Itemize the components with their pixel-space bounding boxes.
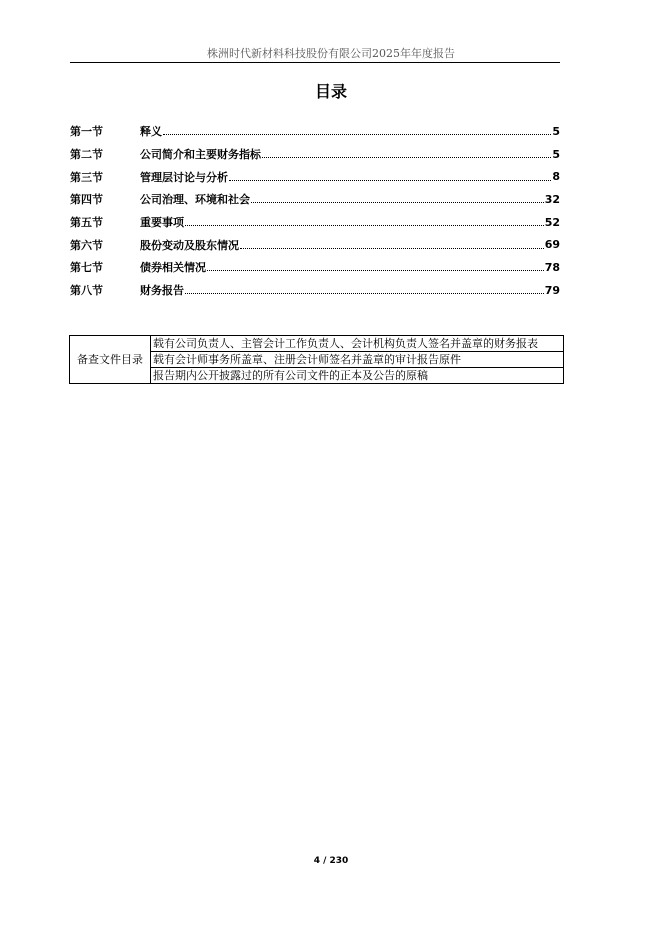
toc-entry-8[interactable] [70, 279, 560, 302]
report-header-title: 株洲时代新材料科技股份有限公司2025年年度报告 [207, 47, 455, 60]
toc-page-number: 5 [552, 124, 560, 138]
header-divider [70, 62, 560, 63]
toc-entry-4[interactable] [70, 188, 560, 211]
toc-leader-dots [207, 259, 544, 271]
toc-entry-5[interactable] [70, 211, 560, 234]
toc-page-number: 69 [544, 238, 560, 252]
toc-leader-dots [262, 146, 551, 158]
toc-section-title: 债券相关情况 [140, 261, 206, 275]
reference-doc-item: 载有公司负责人、主管会计工作负责人、会计机构负责人签名并盖章的财务报表 [151, 336, 564, 352]
page-number-indicator: 4 / 230 [313, 856, 349, 866]
toc-section-number: 第七节 [70, 261, 103, 275]
toc-leader-dots [251, 191, 544, 203]
toc-section-title: 股份变动及股东情况 [140, 238, 239, 252]
toc-page-number: 32 [544, 192, 560, 206]
toc-section-title: 财务报告 [140, 284, 184, 298]
reference-doc-item: 报告期内公开披露过的所有公司文件的正本及公告的原稿 [151, 368, 564, 384]
toc-leader-dots [240, 237, 544, 249]
toc-section-number: 第六节 [70, 238, 103, 252]
toc-entry-6[interactable] [70, 233, 560, 256]
toc-page-number: 52 [544, 215, 560, 229]
toc-leader-dots [229, 169, 551, 181]
toc-section-title: 公司简介和主要财务指标 [140, 148, 261, 162]
toc-leader-dots [163, 123, 551, 135]
toc-section-number: 第四节 [70, 193, 103, 207]
toc-entry-3[interactable] [70, 165, 560, 188]
toc-section-number: 第八节 [70, 284, 103, 298]
toc-leader-dots [185, 282, 544, 294]
table-of-contents [70, 120, 560, 302]
toc-heading: 目录 [314, 82, 347, 101]
reference-doc-item: 载有会计师事务所盖章、注册会计师签名并盖章的审计报告原件 [151, 352, 564, 368]
toc-section-title: 释义 [140, 125, 162, 139]
toc-page-number: 8 [552, 170, 560, 184]
toc-section-number: 第二节 [70, 148, 103, 162]
toc-section-number: 第五节 [70, 216, 103, 230]
reference-docs-label: 备查文件目录 [70, 336, 151, 384]
toc-entry-7[interactable] [70, 256, 560, 279]
toc-section-number: 第一节 [70, 125, 103, 139]
table-row [70, 336, 564, 352]
toc-leader-dots [185, 214, 544, 226]
toc-section-title: 管理层讨论与分析 [140, 170, 228, 184]
toc-section-title: 重要事项 [140, 216, 184, 230]
toc-section-title: 公司治理、环境和社会 [140, 193, 250, 207]
toc-page-number: 78 [544, 260, 560, 274]
reference-documents-table [69, 335, 564, 384]
toc-section-number: 第三节 [70, 170, 103, 184]
toc-entry-1[interactable] [70, 120, 560, 143]
toc-entry-2[interactable] [70, 143, 560, 166]
toc-page-number: 5 [552, 147, 560, 161]
toc-page-number: 79 [544, 283, 560, 297]
